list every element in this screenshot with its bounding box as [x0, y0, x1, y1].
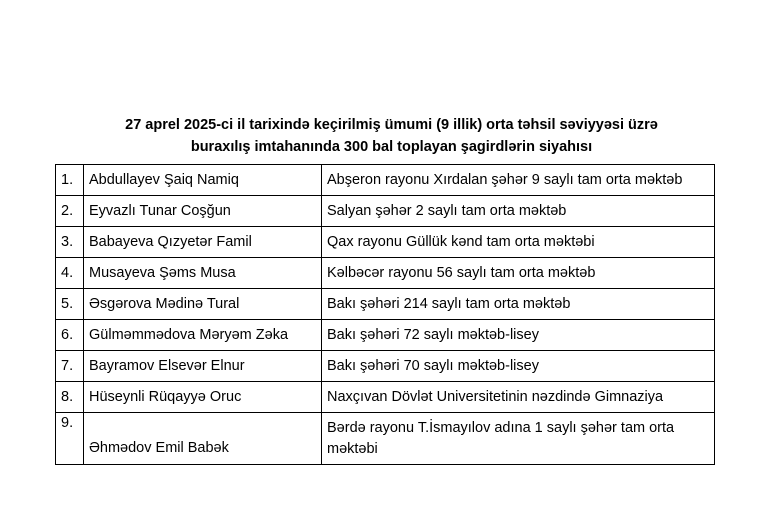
student-name: Hüseynli Rüqayyə Oruc [84, 382, 322, 413]
title-line-1: 27 aprel 2025-ci il tarixində keçirilmiş ümumi (9 illik) orta təhsil səviyyəsi üzrə [125, 117, 658, 133]
table-row [56, 382, 715, 413]
school-name: Bərdə rayonu T.İsmayılov adına 1 saylı şəhər tam orta məktəbi [322, 413, 715, 465]
row-number: 6. [56, 320, 84, 351]
table-row [56, 320, 715, 351]
document-title [0, 114, 783, 158]
student-name: Babayeva Qızyetər Famil [84, 227, 322, 258]
row-number: 8. [56, 382, 84, 413]
row-number: 2. [56, 196, 84, 227]
title-line-2: buraxılış imtahanında 300 bal toplayan şagirdlərin siyahısı [190, 139, 593, 155]
student-name: Gülməmmədova Məryəm Zəka [84, 320, 322, 351]
school-name: Bakı şəhəri 70 saylı məktəb-lisey [322, 351, 715, 382]
row-number: 9. [56, 413, 84, 465]
table-row [56, 258, 715, 289]
student-name: Eyvazlı Tunar Coşğun [84, 196, 322, 227]
row-number: 4. [56, 258, 84, 289]
row-number: 7. [56, 351, 84, 382]
students-table [55, 164, 715, 465]
table-row [56, 196, 715, 227]
student-name: Əsgərova Mədinə Tural [84, 289, 322, 320]
row-number: 3. [56, 227, 84, 258]
school-name: Bakı şəhəri 72 saylı məktəb-lisey [322, 320, 715, 351]
school-name: Salyan şəhər 2 saylı tam orta məktəb [322, 196, 715, 227]
student-name: Əhmədov Emil Babək [84, 413, 322, 465]
table-row [56, 351, 715, 382]
school-name: Bakı şəhəri 214 saylı tam orta məktəb [322, 289, 715, 320]
table-row [56, 165, 715, 196]
table-row [56, 413, 715, 465]
student-name: Abdullayev Şaiq Namiq [84, 165, 322, 196]
student-name: Musayeva Şəms Musa [84, 258, 322, 289]
table-row [56, 227, 715, 258]
student-name: Bayramov Elsevər Elnur [84, 351, 322, 382]
school-name: Kəlbəcər rayonu 56 saylı tam orta məktəb [322, 258, 715, 289]
school-name: Abşeron rayonu Xırdalan şəhər 9 saylı tam orta məktəb [322, 165, 715, 196]
row-number: 1. [56, 165, 84, 196]
table-row [56, 289, 715, 320]
school-name: Qax rayonu Güllük kənd tam orta məktəbi [322, 227, 715, 258]
school-name: Naxçıvan Dövlət Universitetinin nəzdində Gimnaziya [322, 382, 715, 413]
row-number: 5. [56, 289, 84, 320]
